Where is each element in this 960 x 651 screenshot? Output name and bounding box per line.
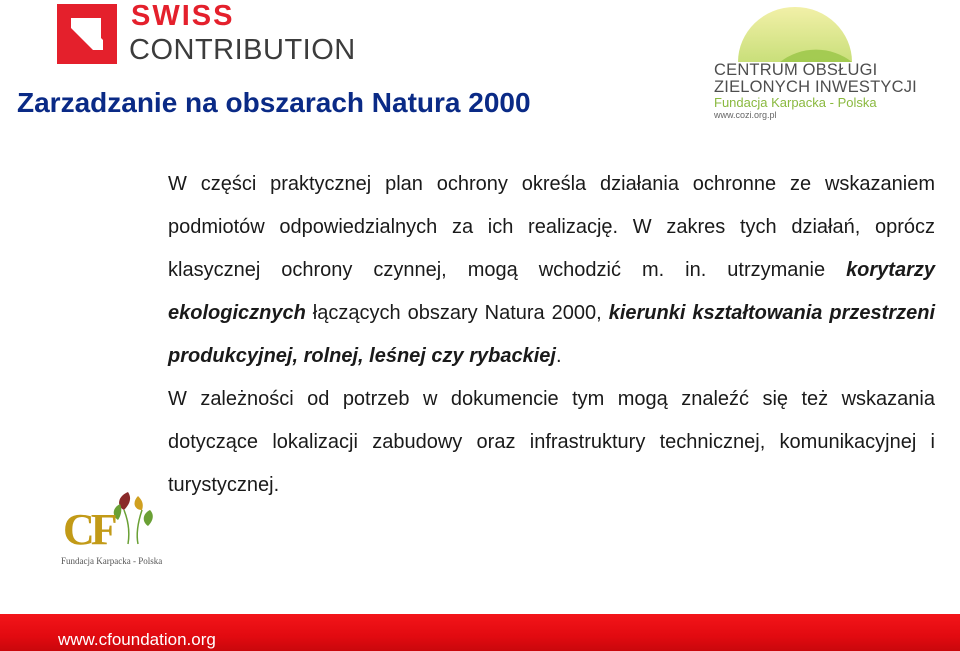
p1-s2-mid: łączących obszary Natura 2000, (305, 302, 609, 324)
page-title: Zarzadzanie na obszarach Natura 2000 (17, 87, 531, 118)
p1-emphasis-corridors: korytarzy ekologicznych (168, 259, 935, 324)
paragraph-1 (168, 163, 935, 378)
p1-s2-end: . (555, 345, 562, 367)
p1-s2-intro: W zakres tych działań, oprócz klasycznej ochrony czynnej, mogą wchodzić m. in. utrzymanie (168, 216, 935, 281)
p1-sentence-1: W części praktycznej plan ochrony określa działania ochronne ze wskazaniem podmiotów odpowiedzialnych za ich realizację. (168, 173, 935, 238)
sun-arc-icon (710, 4, 880, 64)
cf-letters: CF (63, 505, 114, 554)
cf-foundation-logo (58, 488, 168, 570)
paragraph-2: W zależności od potrzeb w dokumencie tym mogą znaleźć się też wskazania dotyczące lokalizacji zabudowy oraz infrastruktury technicznej, komunikacyjnej i turystycznej. (168, 388, 935, 496)
footer-bar (0, 614, 960, 651)
body-text (168, 163, 935, 507)
swiss-word: SWISS (131, 0, 235, 32)
swiss-contribution-logo (57, 0, 357, 66)
centrum-line3: Fundacja Karpacka - Polska (714, 95, 877, 110)
p1-emphasis-directions: kierunki kształtowania przestrzeni produkcyjnej, rolnej, leśnej czy rybackiej (168, 302, 936, 367)
centrum-line1: CENTRUM OBSŁUGI (714, 61, 878, 79)
footer-url-link[interactable]: www.cfoundation.org (58, 630, 216, 649)
centrum-url: www.cozi.org.pl (714, 110, 777, 120)
centrum-obslugi-logo (710, 4, 917, 122)
swiss-flag-icon (57, 4, 117, 64)
cf-caption: Fundacja Karpacka - Polska (61, 556, 163, 566)
centrum-line2: ZIELONYCH INWESTYCJI (714, 78, 917, 96)
contribution-word: CONTRIBUTION (129, 34, 356, 66)
